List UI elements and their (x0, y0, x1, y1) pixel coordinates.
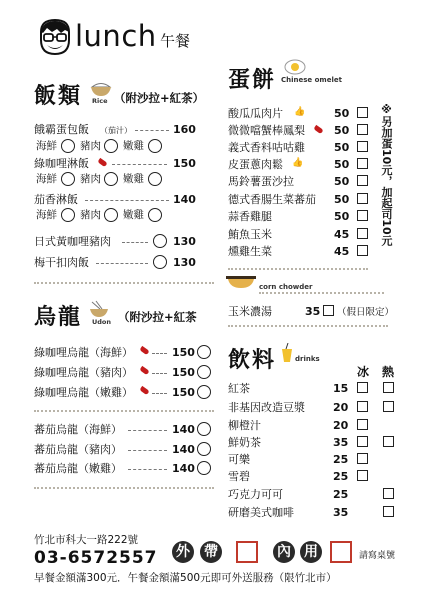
drink-item-price: 15 (333, 382, 349, 395)
mascot-face-icon (37, 18, 73, 56)
udon-item-checkbox[interactable] (197, 461, 211, 475)
udon-item-checkbox[interactable] (197, 422, 211, 436)
drink-item-name: 雪碧 (228, 470, 250, 483)
dashed-leader (122, 242, 148, 243)
omelet-item-name: 德式香腸生菜蕃茄 (228, 193, 316, 206)
rice-item-price: 150 (173, 157, 196, 170)
dashed-leader (96, 263, 148, 264)
omelet-item-name: 馬鈴薯蛋沙拉 (228, 175, 294, 188)
takeout-label-2: 帶 (200, 541, 222, 563)
omelet-item-name: 蒜香雞腿 (228, 210, 272, 223)
dinein-label-1: 內 (273, 541, 295, 563)
chowder-checkbox[interactable] (323, 305, 334, 316)
udon-item-checkbox[interactable] (197, 385, 211, 399)
drinks-section-title: 飲料 (228, 347, 277, 373)
rice-item-name: 日式黃咖哩豬肉 (34, 235, 111, 248)
takeout-label-1: 外 (172, 541, 194, 563)
omelet-item-name: 酸瓜瓜肉片 (228, 107, 283, 120)
rice-section-en: Rice (92, 97, 108, 105)
omelet-item-checkbox[interactable] (357, 141, 368, 152)
rice-item-price: 140 (173, 193, 196, 206)
chowder-note: （假日限定） (337, 307, 395, 318)
section-divider (259, 292, 384, 294)
omelet-item-checkbox[interactable] (357, 107, 368, 118)
udon-item-name: 綠咖哩烏龍（豬肉） (34, 366, 133, 379)
omelet-item-price: 50 (334, 141, 350, 154)
udon-section-note: （附沙拉+紅茶 (118, 310, 197, 324)
soup-bowl-icon (226, 274, 256, 288)
drink-item-price: 25 (333, 488, 349, 501)
chili-icon (139, 366, 149, 375)
drink-cup-icon (281, 343, 293, 363)
omelet-item-name: 皮蛋蔥肉鬆 (228, 158, 283, 171)
dashed-leader (85, 200, 169, 201)
drinks-section-en: drinks (295, 355, 320, 363)
omelet-item-name: 燻雞生菜 (228, 245, 272, 258)
dinein-label-2: 用 (300, 541, 322, 563)
chili-icon (139, 346, 149, 355)
rice-option-seafood: 海鮮 (36, 173, 57, 185)
drink-hot-checkbox[interactable] (383, 506, 394, 517)
chili-icon (139, 386, 149, 395)
chowder-title-en: corn chowder (259, 283, 313, 291)
rice-option-chicken: 嫩雞 (123, 173, 144, 185)
rice-option-checkbox[interactable] (104, 139, 118, 153)
rice-option-checkbox[interactable] (148, 208, 162, 222)
section-divider (34, 487, 214, 489)
rice-option-checkbox[interactable] (104, 172, 118, 186)
brand-title: lunch (75, 19, 157, 53)
rice-option-checkbox[interactable] (61, 208, 75, 222)
udon-item-price: 140 (172, 423, 195, 436)
omelet-item-name: 鮪魚玉米 (228, 228, 272, 241)
omelet-item-name: 微微噹蟹棒鳳梨 (228, 124, 305, 137)
drink-hot-checkbox[interactable] (383, 488, 394, 499)
address: 竹北市科大一路222號 (34, 534, 139, 546)
thumbs-up-icon: 👍 (294, 107, 306, 117)
omelet-item-price: 50 (334, 107, 350, 120)
brand-title-cn: 午餐 (160, 32, 191, 50)
drink-item-price: 25 (333, 453, 349, 466)
drink-item-price: 20 (333, 401, 349, 414)
rice-item-checkbox[interactable] (153, 255, 167, 269)
dashed-leader (112, 164, 167, 165)
section-divider (228, 268, 368, 270)
drink-hot-checkbox[interactable] (383, 401, 394, 412)
rice-item-name: 梅干扣肉飯 (34, 256, 89, 269)
drink-item-price: 35 (333, 436, 349, 449)
udon-item-checkbox[interactable] (197, 345, 211, 359)
dashed-leader (135, 130, 169, 131)
udon-item-price: 140 (172, 443, 195, 456)
omelet-item-checkbox[interactable] (357, 158, 368, 169)
udon-item-checkbox[interactable] (197, 365, 211, 379)
drink-item-price: 25 (333, 470, 349, 483)
udon-item-name: 蕃茄烏龍（嫩雞） (34, 462, 122, 475)
udon-item-price: 150 (172, 386, 195, 399)
rice-option-pork: 豬肉 (80, 173, 101, 185)
section-divider (228, 325, 388, 327)
drink-item-price: 20 (333, 419, 349, 432)
rice-item-price: 130 (173, 256, 196, 269)
rice-option-seafood: 海鮮 (36, 209, 57, 221)
omelet-item-checkbox[interactable] (357, 193, 368, 204)
rice-item-price: 130 (173, 235, 196, 248)
thumbs-up-icon: 👍 (292, 158, 304, 168)
omelet-item-checkbox[interactable] (357, 175, 368, 186)
udon-section-en: Udon (92, 318, 112, 326)
udon-item-price: 140 (172, 462, 195, 475)
drink-cold-checkbox[interactable] (357, 453, 368, 464)
omelet-section-en: Chinese omelet (281, 76, 342, 84)
chili-icon (97, 158, 107, 167)
chili-icon (313, 125, 323, 134)
chowder-price: 35 (305, 305, 321, 318)
drink-cold-checkbox[interactable] (357, 382, 368, 393)
seat-number-note: 請寫桌號 (359, 551, 396, 561)
drink-cold-checkbox[interactable] (357, 419, 368, 430)
takeout-checkbox[interactable] (236, 541, 258, 563)
omelet-item-price: 50 (334, 158, 350, 171)
omelet-item-checkbox[interactable] (357, 210, 368, 221)
section-divider (34, 410, 214, 412)
rice-bowl-icon (90, 81, 112, 97)
dashed-leader (128, 430, 167, 431)
drink-item-name: 柳橙汁 (228, 419, 261, 432)
drink-item-price: 35 (333, 506, 349, 519)
dinein-checkbox[interactable] (330, 541, 352, 563)
drink-item-name: 非基因改造豆漿 (228, 401, 305, 414)
drink-item-name: 研磨美式咖啡 (228, 506, 294, 519)
udon-item-price: 150 (172, 346, 195, 359)
rice-option-checkbox[interactable] (148, 139, 162, 153)
rice-section-note: （附沙拉+紅茶） (114, 91, 205, 105)
dashed-leader (152, 353, 167, 354)
rice-item-checkbox[interactable] (153, 234, 167, 248)
rice-item-price: 160 (173, 123, 196, 136)
phone-number: 03-6572557 (34, 548, 158, 568)
udon-item-name: 綠咖哩烏龍（海鮮） (34, 346, 133, 359)
rice-item-note: （茄汁） (100, 126, 132, 135)
omelet-item-checkbox[interactable] (357, 124, 368, 135)
rice-option-pork: 豬肉 (80, 209, 101, 221)
dashed-leader (152, 373, 167, 374)
chowder-name: 玉米濃湯 (228, 305, 272, 318)
drink-cold-checkbox[interactable] (357, 436, 368, 447)
udon-item-name: 蕃茄烏龍（豬肉） (34, 443, 122, 456)
rice-option-checkbox[interactable] (148, 172, 162, 186)
drink-item-name: 可樂 (228, 453, 250, 466)
drink-cold-checkbox[interactable] (357, 470, 368, 481)
rice-option-chicken: 嫩雞 (123, 209, 144, 221)
omelet-item-price: 50 (334, 124, 350, 137)
drink-hot-checkbox[interactable] (383, 436, 394, 447)
rice-option-pork: 豬肉 (80, 140, 101, 152)
udon-item-checkbox[interactable] (197, 442, 211, 456)
dashed-leader (128, 450, 167, 451)
omelet-item-price: 45 (334, 228, 350, 241)
omelet-item-price: 50 (334, 193, 350, 206)
egg-icon (284, 59, 306, 75)
rice-option-checkbox[interactable] (61, 172, 75, 186)
drink-hot-checkbox[interactable] (383, 382, 394, 393)
omelet-item-price: 45 (334, 245, 350, 258)
drinks-col-hot: 熱 (382, 365, 395, 379)
omelet-item-checkbox[interactable] (357, 228, 368, 239)
omelet-item-checkbox[interactable] (357, 245, 368, 256)
omelet-section-title: 蛋餅 (228, 67, 277, 93)
rice-item-name: 綠咖哩淋飯 (34, 157, 89, 170)
omelet-item-price: 50 (334, 210, 350, 223)
delivery-note: 早餐金額滿300元．午餐金額滿500元即可外送服務（限竹北市） (34, 572, 337, 584)
rice-option-seafood: 海鮮 (36, 140, 57, 152)
section-divider (34, 282, 214, 284)
noodle-bowl-icon (88, 300, 110, 318)
rice-item-name: 茄香淋飯 (34, 193, 78, 206)
rice-option-checkbox[interactable] (104, 208, 118, 222)
drinks-col-cold: 冰 (357, 365, 370, 379)
rice-item-name: 餓霸蛋包飯 (34, 123, 89, 136)
drink-item-name: 巧克力可可 (228, 488, 283, 501)
omelet-item-name: 義式香料咕咕雞 (228, 141, 305, 154)
omelet-item-price: 50 (334, 175, 350, 188)
rice-option-checkbox[interactable] (61, 139, 75, 153)
rice-option-chicken: 嫩雞 (123, 140, 144, 152)
dashed-leader (152, 393, 167, 394)
drink-item-name: 鮮奶茶 (228, 436, 261, 449)
drink-cold-checkbox[interactable] (357, 401, 368, 412)
dashed-leader (128, 469, 167, 470)
omelet-extra-note: ※另加蛋10元，加起司10元 (380, 103, 393, 246)
udon-item-name: 綠咖哩烏龍（嫩雞） (34, 386, 133, 399)
udon-section-title: 烏龍 (34, 304, 83, 330)
drink-item-name: 紅茶 (228, 382, 250, 395)
rice-section-title: 飯類 (34, 83, 83, 109)
udon-item-price: 150 (172, 366, 195, 379)
udon-item-name: 蕃茄烏龍（海鮮） (34, 423, 122, 436)
